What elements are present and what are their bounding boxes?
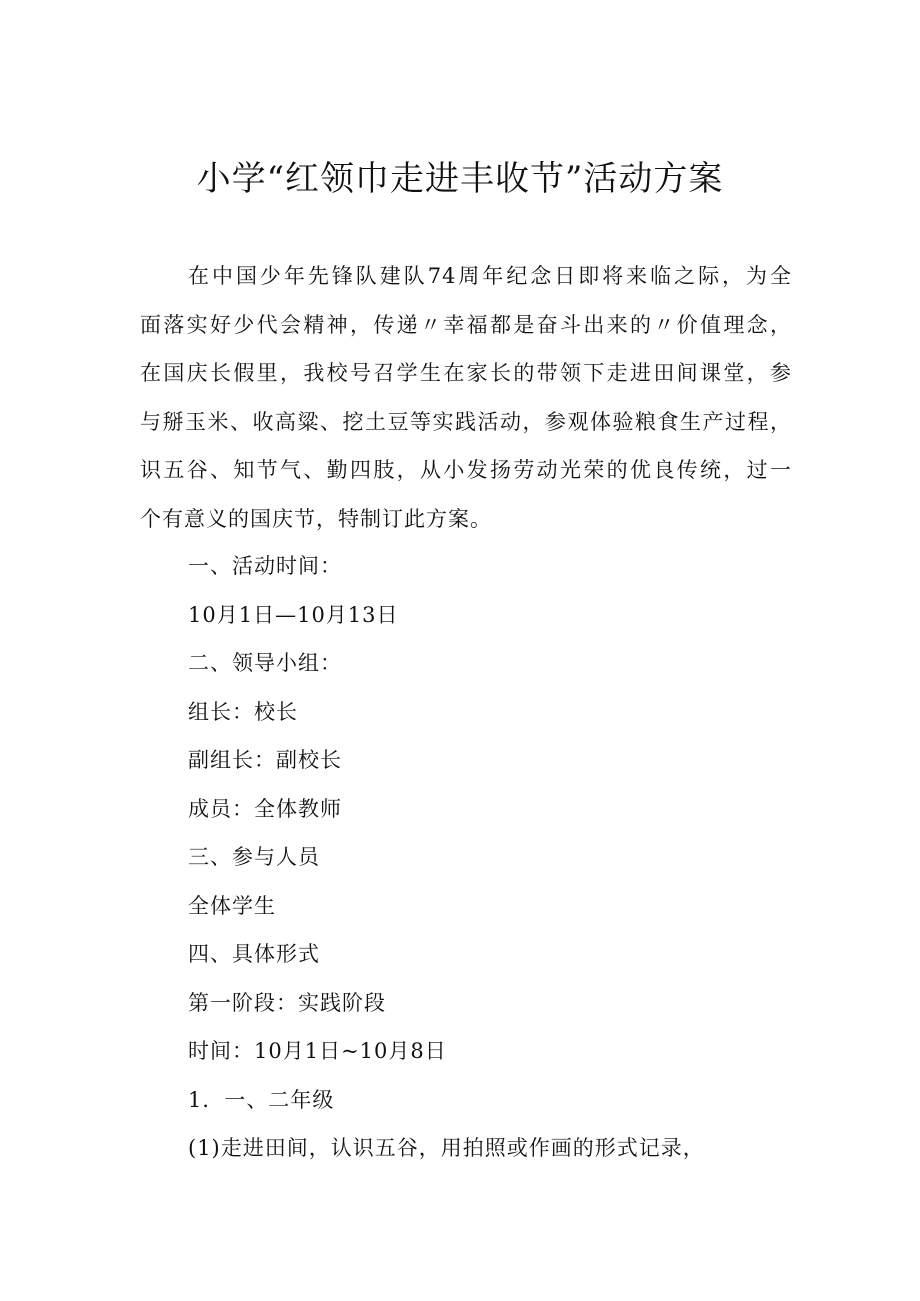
sub-item: (1)走进田间，认识五谷，用拍照或作画的形式记录， bbox=[188, 1136, 705, 1160]
section-heading-time: 一、活动时间： bbox=[188, 554, 342, 578]
section-heading-format: 四、具体形式 bbox=[188, 942, 320, 966]
deputy-leader-line: 副组长：副校长 bbox=[188, 748, 342, 772]
leader-line: 组长：校长 bbox=[188, 699, 298, 724]
phase-one-heading: 第一阶段：实践阶段 bbox=[188, 990, 386, 1015]
intro-line: 个有意义的国庆节，特制订此方案。 bbox=[140, 506, 492, 531]
members-line: 成员：全体教师 bbox=[188, 796, 342, 821]
section-heading-leadership: 二、领导小组： bbox=[188, 651, 342, 675]
document-title: 小学“红领巾走进丰收节”活动方案 bbox=[196, 159, 724, 199]
phase-one-time: 时间：10月1日~10月8日 bbox=[188, 1039, 447, 1063]
intro-line: 在中国少年先锋队建队74周年纪念日即将来临之际，为全 bbox=[188, 264, 792, 288]
grade-item: 1．一、二年级 bbox=[188, 1087, 335, 1112]
intro-line: 识五谷、知节气、勤四肢，从小发扬劳动光荣的优良传统，过一 bbox=[140, 458, 792, 482]
intro-line: 在国庆长假里，我校号召学生在家长的带领下走进田间课堂，参 bbox=[140, 361, 792, 385]
section-heading-participants: 三、参与人员 bbox=[188, 845, 320, 869]
body-lines bbox=[188, 542, 798, 1173]
intro-line: 面落实好少代会精神，传递〃幸福都是奋斗出来的〃价值理念， bbox=[140, 312, 792, 337]
intro-paragraph bbox=[140, 252, 792, 543]
intro-line: 与掰玉米、收高粱、挖土豆等实践活动，参观体验粮食生产过程， bbox=[140, 409, 792, 434]
participants-line: 全体学生 bbox=[188, 893, 276, 918]
activity-dates: 10月1日—10月13日 bbox=[188, 602, 399, 627]
